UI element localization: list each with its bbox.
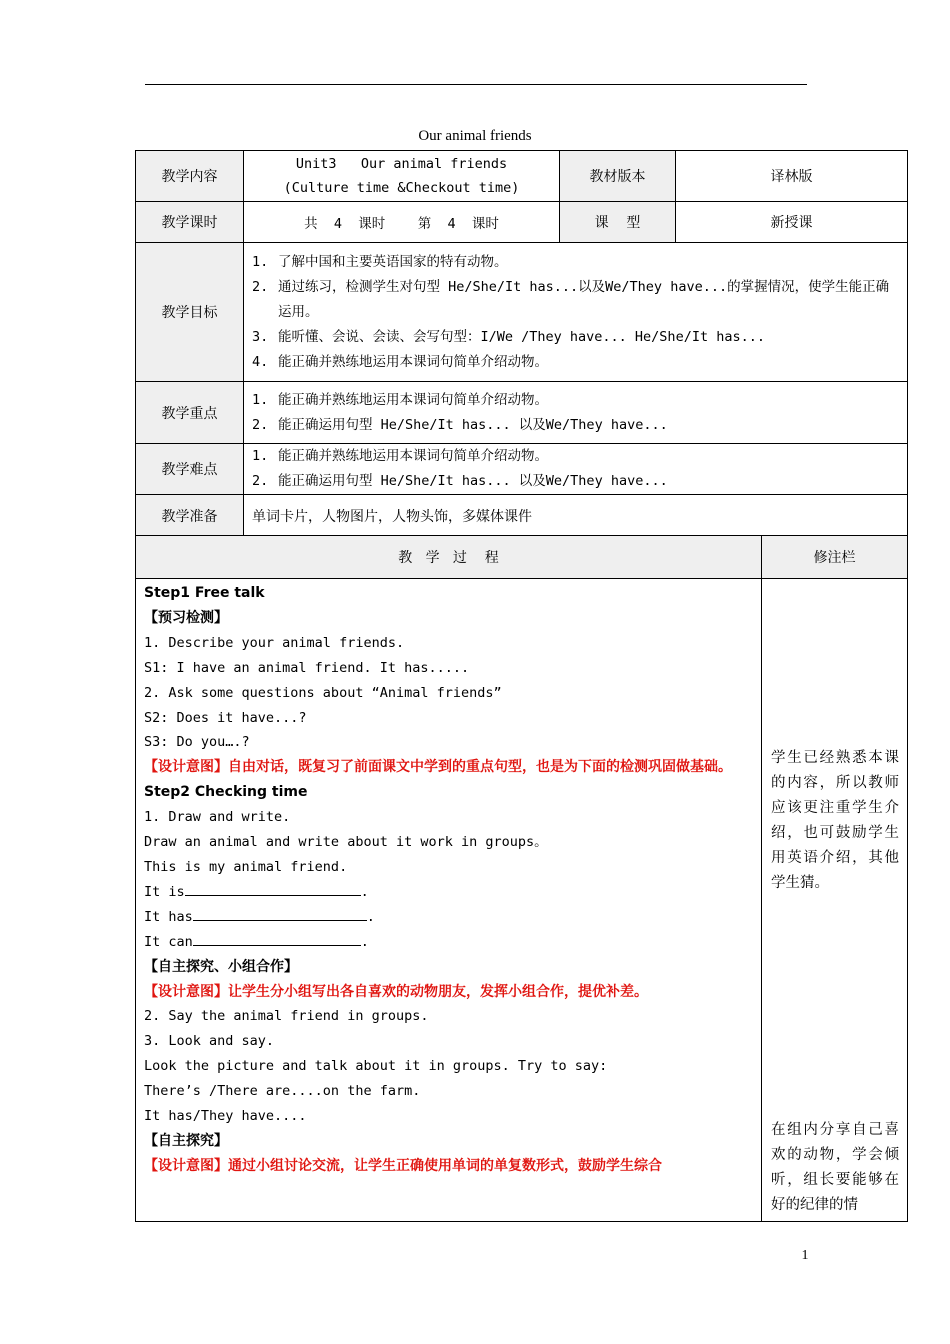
prep-value: 单词卡片，人物图片，人物头饰，多媒体课件 bbox=[244, 495, 908, 537]
process-line bbox=[144, 1029, 755, 1054]
goals-label: 教学目标 bbox=[136, 243, 244, 382]
process-line-text: S2: Does it have...? bbox=[144, 709, 307, 726]
list-number: 2. bbox=[252, 278, 269, 295]
lesson-info-table bbox=[135, 150, 908, 537]
process-line-text: 3. Look and say. bbox=[144, 1033, 275, 1050]
process-line-text: It can bbox=[144, 933, 193, 950]
goal-item bbox=[252, 350, 899, 375]
process-line bbox=[144, 930, 755, 955]
process-content bbox=[136, 579, 762, 1222]
content-label: 教学内容 bbox=[136, 151, 244, 202]
goals-list bbox=[244, 243, 908, 382]
process-line bbox=[144, 830, 755, 855]
process-table bbox=[135, 535, 908, 1222]
list-text: 通过练习，检测学生对句型 He/She/It has...以及We/They have...的掌握情况，使学生能正确运用。 bbox=[278, 278, 890, 320]
process-header: 教 学 过 程 bbox=[136, 536, 762, 579]
content-value: Unit3 Our animal friends (Culture time &Checkout time) bbox=[244, 151, 560, 202]
process-line-text: Step2 Checking time bbox=[144, 784, 308, 801]
list-text: 了解中国和主要英语国家的特有动物。 bbox=[278, 253, 508, 270]
process-line-text: Step1 Free talk bbox=[144, 585, 265, 601]
difficult-label: 教学难点 bbox=[136, 444, 244, 495]
process-line-text: 1. Draw and write. bbox=[144, 809, 291, 826]
document-title: Our animal friends bbox=[418, 128, 532, 144]
process-line bbox=[144, 656, 755, 681]
list-number: 1. bbox=[252, 448, 269, 464]
process-line-text: Draw an animal and write about it work in groups。 bbox=[144, 834, 548, 851]
difficult-points-list bbox=[244, 444, 908, 495]
process-line bbox=[144, 805, 755, 830]
line-end-period: . bbox=[360, 933, 369, 950]
process-line bbox=[144, 1154, 755, 1179]
process-line-text: 2. Ask some questions about “Animal friends” bbox=[144, 684, 502, 701]
list-text: 能正确并熟练地运用本课词句简单介绍动物。 bbox=[278, 391, 548, 408]
process-line-text: 【自主探究】 bbox=[144, 1132, 228, 1149]
difficult-point-item bbox=[252, 469, 899, 494]
fill-in-blank bbox=[193, 930, 361, 946]
process-line bbox=[144, 905, 755, 930]
process-line-text: S3: Do you….? bbox=[144, 734, 250, 751]
process-line bbox=[144, 980, 755, 1005]
type-label: 课 型 bbox=[560, 202, 676, 243]
process-line bbox=[144, 1104, 755, 1129]
process-line bbox=[144, 581, 755, 606]
list-text: 能正确并熟练地运用本课词句简单介绍动物。 bbox=[278, 353, 548, 370]
list-text: 能正确运用句型 He/She/It has... 以及We/They have... bbox=[278, 416, 668, 433]
difficult-point-item bbox=[252, 444, 899, 469]
process-line bbox=[144, 855, 755, 880]
process-line bbox=[144, 1054, 755, 1079]
header-rule bbox=[145, 84, 807, 85]
process-line-text: 2. Say the animal friend in groups. bbox=[144, 1008, 429, 1025]
list-number: 1. bbox=[252, 253, 269, 270]
process-line bbox=[144, 706, 755, 731]
line-end-period: . bbox=[360, 883, 369, 900]
notes-header: 修注栏 bbox=[762, 536, 908, 579]
list-number: 4. bbox=[252, 353, 269, 370]
note-text-1: 学生已经熟悉本课的内容，所以教师应该更注重学生介绍，也可鼓励学生用英语介绍，其他学生猜。 bbox=[771, 750, 899, 891]
notes-column bbox=[762, 579, 908, 1222]
process-line-text: It has/They have.... bbox=[144, 1108, 307, 1125]
list-text: 能正确并熟练地运用本课词句简单介绍动物。 bbox=[278, 448, 548, 464]
edition-label: 教材版本 bbox=[560, 151, 676, 202]
page-number: 1 bbox=[801, 1248, 809, 1263]
key-point-item bbox=[252, 388, 899, 413]
process-line-text: There’s /There are....on the farm. bbox=[144, 1083, 421, 1100]
process-line-text: 【预习检测】 bbox=[144, 609, 228, 626]
process-line-text: 【设计意图】让学生分小组写出各自喜欢的动物朋友，发挥小组合作，提优补差。 bbox=[144, 983, 648, 1000]
process-line bbox=[144, 755, 755, 780]
process-line-text: 1. Describe your animal friends. bbox=[144, 634, 405, 651]
process-line bbox=[144, 780, 755, 805]
list-number: 3. bbox=[252, 328, 269, 345]
list-text: 能正确运用句型 He/She/It has... 以及We/They have... bbox=[278, 473, 668, 489]
process-line-text: It is bbox=[144, 883, 185, 900]
process-line-text: 【设计意图】通过小组讨论交流，让学生正确使用单词的单复数形式，鼓励学生综合 bbox=[144, 1157, 662, 1174]
process-line bbox=[144, 631, 755, 656]
process-line bbox=[144, 1004, 755, 1029]
fill-in-blank bbox=[185, 880, 361, 896]
process-line-text: S1: I have an animal friend. It has..... bbox=[144, 659, 470, 676]
process-line-text: 【自主探究、小组合作】 bbox=[144, 958, 298, 975]
type-value: 新授课 bbox=[676, 202, 908, 243]
edition-value: 译林版 bbox=[676, 151, 908, 202]
goal-item bbox=[252, 325, 899, 350]
goal-item bbox=[252, 275, 899, 325]
process-line-text: This is my animal friend. bbox=[144, 858, 348, 875]
process-line bbox=[144, 880, 755, 905]
process-line bbox=[144, 606, 755, 631]
process-line bbox=[144, 955, 755, 980]
key-point-item bbox=[252, 413, 899, 438]
process-line-text: It has bbox=[144, 908, 193, 925]
period-label: 教学课时 bbox=[136, 202, 244, 243]
process-line bbox=[144, 1129, 755, 1154]
prep-label: 教学准备 bbox=[136, 495, 244, 537]
key-points-list bbox=[244, 382, 908, 444]
process-line bbox=[144, 1079, 755, 1104]
list-number: 2. bbox=[252, 473, 269, 489]
list-number: 2. bbox=[252, 416, 269, 433]
goal-item bbox=[252, 250, 899, 275]
process-line bbox=[144, 730, 755, 755]
process-line-text: 【设计意图】自由对话，既复习了前面课文中学到的重点句型，也是为下面的检测巩固做基础。 bbox=[144, 759, 732, 776]
list-text: 能听懂、会说、会读、会写句型：I/We /They have... He/She/It has... bbox=[278, 328, 765, 345]
key-label: 教学重点 bbox=[136, 382, 244, 444]
note-text-2: 在组内分享自己喜欢的动物，学会倾听，组长要能够在好的纪律的情 bbox=[771, 1122, 899, 1213]
line-end-period: . bbox=[366, 908, 375, 925]
fill-in-blank bbox=[193, 905, 367, 921]
list-number: 1. bbox=[252, 391, 269, 408]
process-line bbox=[144, 681, 755, 706]
period-value: 共 4 课时 第 4 课时 bbox=[244, 202, 560, 243]
process-line-text: Look the picture and talk about it in groups. Try to say: bbox=[144, 1058, 608, 1075]
